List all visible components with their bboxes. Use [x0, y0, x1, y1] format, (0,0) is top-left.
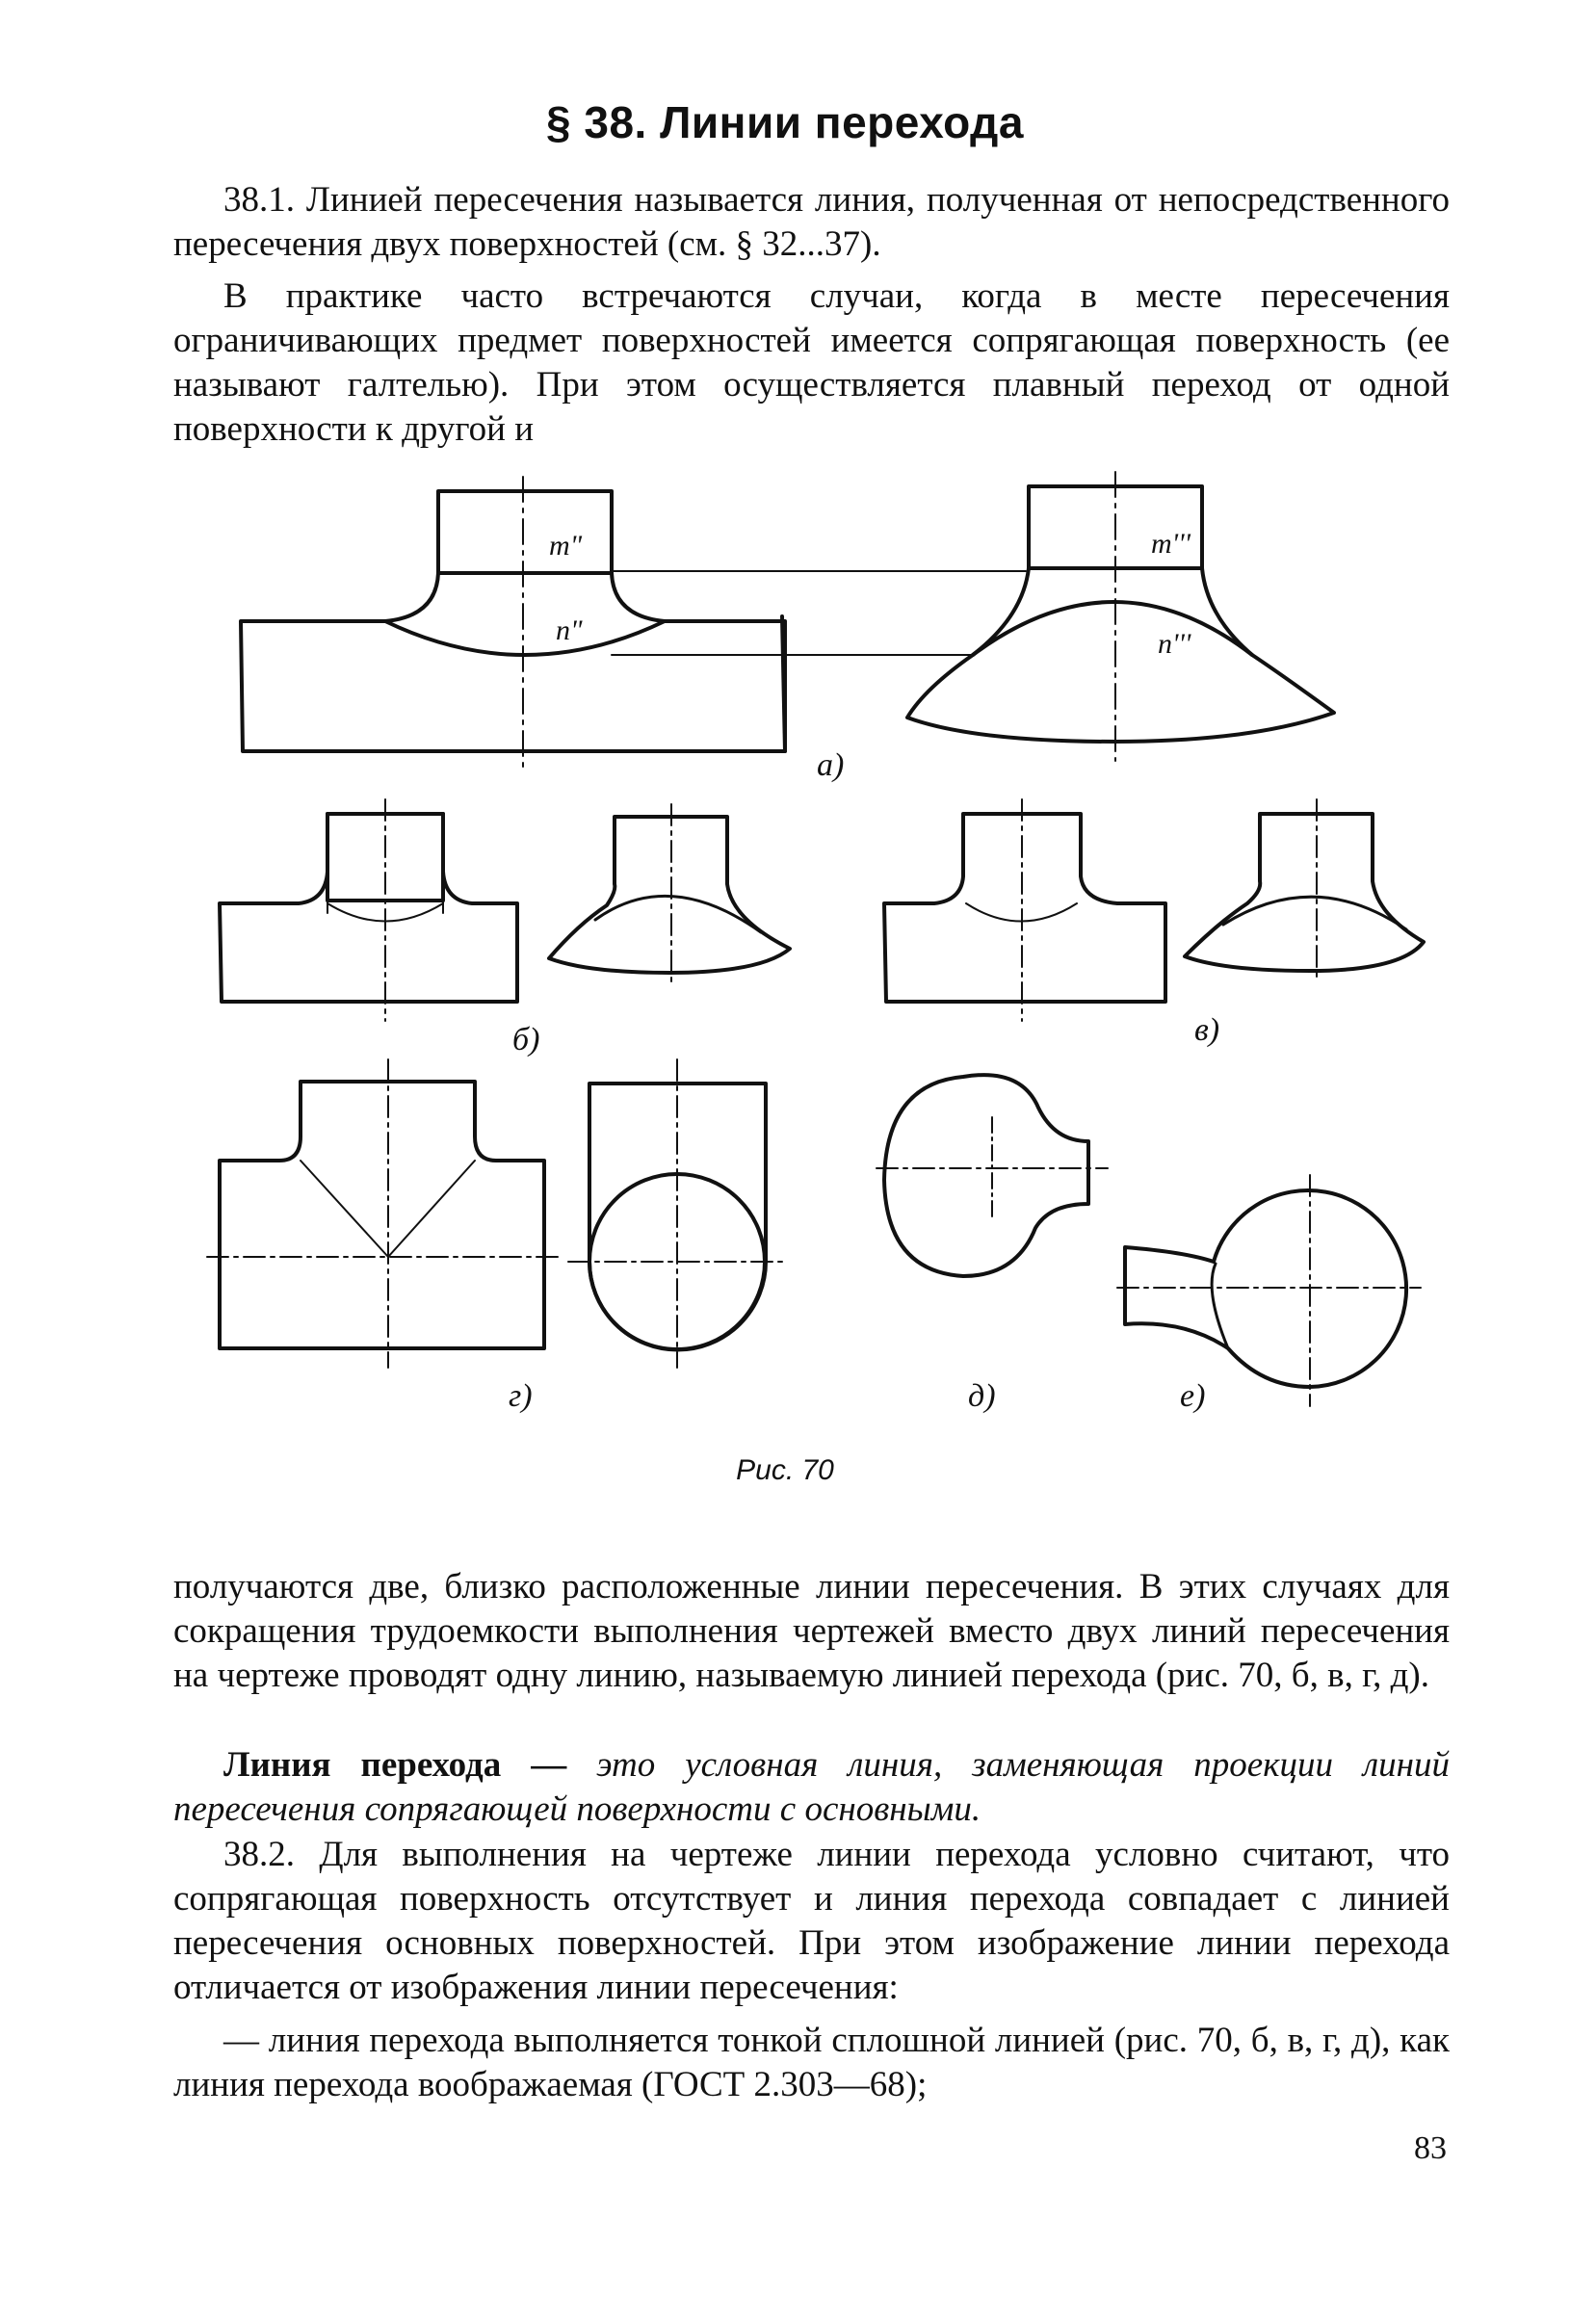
paragraph-38-2-text: 38.2. Для выполнения на чертеже линии перехода условно считают, что сопрягающая поверхность отсутствует и линия перехода совпадает с линией пересечения основных поверхностей. При этом изображение линии перехода отличается от изображения линии пересечения: [173, 1835, 1450, 2007]
label-n-triple-prime: n''' [1158, 628, 1191, 660]
view-b-left [220, 799, 517, 1021]
paragraph-38-1-text: 38.1. Линией пересечения называется линия, полученная от непосредственного пересечения двух поверхностей (см. § 32...37). [173, 180, 1450, 264]
label-view-d: д) [968, 1378, 996, 1414]
view-b-right [549, 804, 790, 982]
figure-caption: Рис. 70 [736, 1454, 834, 1486]
view-d [877, 1075, 1108, 1276]
view-e [1117, 1175, 1421, 1406]
section-title: § 38. Линии перехода [546, 97, 1024, 147]
paragraph-rule-text: — линия перехода выполняется тонкой сплошной линией (рис. 70, б, в, г, д), как линия перехода воображаемая (ГОСТ 2.303—68); [173, 2021, 1450, 2104]
paragraph-rule [173, 2019, 1450, 2107]
label-m-double-prime: m" [549, 530, 583, 561]
paragraph-practice-text: В практике часто встречаются случаи, когда в месте пересечения ограничивающих предмет поверхностей имеется сопрягающая поверхность (ее называют галтелью). При этом осуществляется плавный переход от одной поверхности к другой и [173, 276, 1450, 449]
view-v-right [1185, 799, 1424, 982]
paragraph-result [173, 1565, 1450, 1698]
definition-term: Линия перехода — [223, 1745, 567, 1785]
label-view-a: а) [817, 747, 845, 783]
label-view-g: г) [509, 1378, 533, 1414]
view-a-left [241, 477, 785, 770]
paragraph-definition [173, 1743, 1450, 1832]
view-g-left [207, 1059, 559, 1368]
label-view-e: е) [1180, 1378, 1206, 1414]
definition-text: это условная линия, заменяющая проекции линий пересечения сопрягающей поверхности с основными. [173, 1745, 1450, 1829]
view-a-right [907, 472, 1334, 761]
label-m-triple-prime: m''' [1151, 528, 1191, 560]
paragraph-38-2 [173, 1833, 1450, 2010]
page-number: 83 [1414, 2130, 1447, 2166]
view-v-left [884, 799, 1165, 1021]
view-g-right [568, 1059, 785, 1368]
label-view-b: б) [512, 1022, 540, 1058]
label-view-v: в) [1194, 1012, 1220, 1048]
paragraph-result-text: получаются две, близко расположенные линии пересечения. В этих случаях для сокращения трудоемкости выполнения чертежей вместо двух линий пересечения на чертеже проводят одну линию, называемую линией перехода (рис. 70, б, в, г, д). [173, 1567, 1450, 1695]
label-n-double-prime: n" [556, 614, 583, 646]
